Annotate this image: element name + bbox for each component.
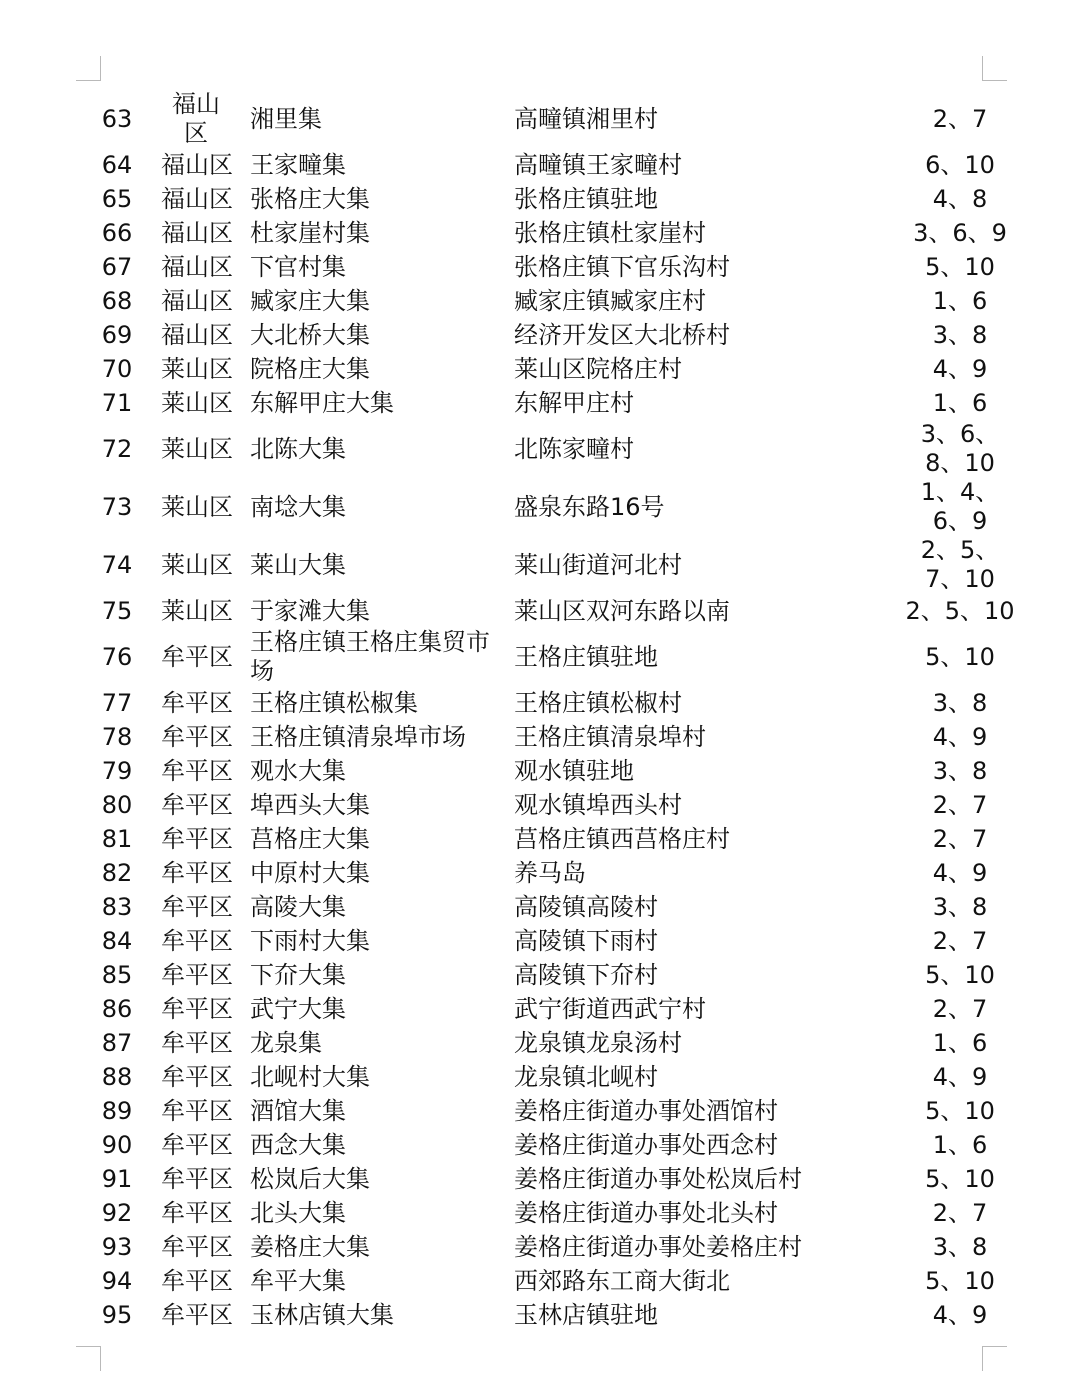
market-days-cell: 1、6 [932, 1130, 988, 1159]
table-row [78, 924, 1016, 958]
market-name-cell: 莒格庄大集 [250, 824, 370, 853]
district-cell: 福山区 [172, 90, 220, 147]
market-name-cell: 高陵大集 [250, 892, 346, 921]
market-location-cell: 臧家庄镇臧家庄村 [514, 286, 706, 315]
row-number: 95 [101, 1300, 133, 1329]
district-cell: 牟平区 [161, 1028, 233, 1057]
market-location-cell: 玉林店镇驻地 [514, 1300, 658, 1329]
row-number: 72 [101, 434, 133, 463]
market-name-cell: 王格庄镇松椒集 [250, 688, 418, 717]
market-name-cell: 下夼大集 [250, 960, 346, 989]
market-schedule-body [78, 90, 1016, 1332]
market-name-cell: 观水大集 [250, 756, 346, 785]
market-location-cell: 东解甲庄村 [514, 388, 634, 417]
table-row [78, 992, 1016, 1026]
market-location-cell: 高陵镇下雨村 [514, 926, 658, 955]
market-days-cell: 3、8 [932, 688, 988, 717]
row-number: 63 [101, 104, 133, 133]
crop-mark-bottom-right [982, 1346, 1007, 1371]
table-row [78, 352, 1016, 386]
row-number: 90 [101, 1130, 133, 1159]
crop-mark-top-right [982, 56, 1007, 81]
row-number: 68 [101, 286, 133, 315]
row-number: 80 [101, 790, 133, 819]
market-location-cell: 莱山区双河东路以南 [514, 596, 730, 625]
market-days-cell: 6、10 [925, 150, 995, 179]
market-name-cell: 姜格庄大集 [250, 1232, 370, 1261]
table-row [78, 216, 1016, 250]
market-location-cell: 王格庄镇清泉埠村 [514, 722, 706, 751]
district-cell: 牟平区 [161, 722, 233, 751]
table-row [78, 890, 1016, 924]
market-location-cell: 张格庄镇下官乐沟村 [514, 252, 730, 281]
market-name-cell: 北陈大集 [250, 434, 346, 463]
district-cell: 莱山区 [161, 492, 233, 521]
row-number: 67 [101, 252, 133, 281]
market-days-cell: 2、7 [932, 790, 988, 819]
district-cell: 莱山区 [161, 550, 233, 579]
market-days-cell: 2、7 [932, 824, 988, 853]
market-name-cell: 埠西头大集 [250, 790, 370, 819]
market-location-cell: 张格庄镇驻地 [514, 184, 658, 213]
market-name-cell: 武宁大集 [250, 994, 346, 1023]
market-name-cell: 王家疃集 [250, 150, 346, 179]
market-days-cell: 4、9 [932, 1300, 988, 1329]
row-number: 74 [101, 550, 133, 579]
market-name-cell: 北岘村大集 [250, 1062, 370, 1091]
market-location-cell: 观水镇驻地 [514, 756, 634, 785]
market-location-cell: 姜格庄街道办事处北头村 [514, 1198, 778, 1227]
table-row [78, 1094, 1016, 1128]
market-location-cell: 姜格庄街道办事处西念村 [514, 1130, 778, 1159]
table-row [78, 1026, 1016, 1060]
market-days-cell: 4、9 [932, 858, 988, 887]
row-number: 88 [101, 1062, 133, 1091]
market-name-cell: 松岚后大集 [250, 1164, 370, 1193]
district-cell: 牟平区 [161, 1062, 233, 1091]
market-location-cell: 莒格庄镇西莒格庄村 [514, 824, 730, 853]
district-cell: 莱山区 [161, 596, 233, 625]
market-name-cell: 于家滩大集 [250, 596, 370, 625]
table-row [78, 1060, 1016, 1094]
district-cell: 牟平区 [161, 926, 233, 955]
market-days-cell: 2、7 [932, 104, 988, 133]
district-cell: 牟平区 [161, 1198, 233, 1227]
market-location-cell: 武宁街道西武宁村 [514, 994, 706, 1023]
market-days-cell: 3、8 [932, 892, 988, 921]
row-number: 87 [101, 1028, 133, 1057]
market-location-cell: 张格庄镇杜家崖村 [514, 218, 706, 247]
table-row [78, 822, 1016, 856]
market-days-cell: 1、4、6、9 [920, 478, 1000, 535]
district-cell: 福山区 [161, 286, 233, 315]
district-cell: 牟平区 [161, 1130, 233, 1159]
district-cell: 牟平区 [161, 642, 233, 671]
market-days-cell: 5、10 [925, 642, 995, 671]
market-days-cell: 3、6、9 [913, 218, 1007, 247]
district-cell: 牟平区 [161, 790, 233, 819]
table-row [78, 318, 1016, 352]
row-number: 92 [101, 1198, 133, 1227]
market-location-cell: 王格庄镇驻地 [514, 642, 658, 671]
market-days-cell: 1、6 [932, 388, 988, 417]
market-location-cell: 高陵镇下夼村 [514, 960, 658, 989]
table-row [78, 856, 1016, 890]
district-cell: 福山区 [161, 184, 233, 213]
market-name-cell: 酒馆大集 [250, 1096, 346, 1125]
market-name-cell: 张格庄大集 [250, 184, 370, 213]
district-cell: 牟平区 [161, 824, 233, 853]
market-days-cell: 4、9 [932, 722, 988, 751]
district-cell: 牟平区 [161, 688, 233, 717]
market-name-cell: 玉林店镇大集 [250, 1300, 394, 1329]
market-location-cell: 北陈家疃村 [514, 434, 634, 463]
row-number: 91 [101, 1164, 133, 1193]
row-number: 84 [101, 926, 133, 955]
market-location-cell: 龙泉镇北岘村 [514, 1062, 658, 1091]
table-row [78, 720, 1016, 754]
row-number: 76 [101, 642, 133, 671]
market-name-cell: 南埝大集 [250, 492, 346, 521]
market-location-cell: 高疃镇王家疃村 [514, 150, 682, 179]
market-days-cell: 5、10 [925, 252, 995, 281]
row-number: 81 [101, 824, 133, 853]
table-row [78, 628, 1016, 686]
row-number: 79 [101, 756, 133, 785]
market-location-cell: 经济开发区大北桥村 [514, 320, 730, 349]
market-location-cell: 王格庄镇松椒村 [514, 688, 682, 717]
row-number: 89 [101, 1096, 133, 1125]
market-name-cell: 莱山大集 [250, 550, 346, 579]
district-cell: 福山区 [161, 252, 233, 281]
table-row [78, 754, 1016, 788]
table-row [78, 284, 1016, 318]
market-location-cell: 盛泉东路16号 [514, 492, 665, 521]
market-days-cell: 3、6、8、10 [920, 420, 1000, 477]
district-cell: 牟平区 [161, 960, 233, 989]
district-cell: 牟平区 [161, 1232, 233, 1261]
district-cell: 福山区 [161, 218, 233, 247]
market-location-cell: 观水镇埠西头村 [514, 790, 682, 819]
market-days-cell: 2、5、7、10 [920, 536, 1000, 593]
market-location-cell: 莱山区院格庄村 [514, 354, 682, 383]
market-location-cell: 西郊路东工商大街北 [514, 1266, 730, 1295]
table-row [78, 1162, 1016, 1196]
market-name-cell: 下官村集 [250, 252, 346, 281]
row-number: 73 [101, 492, 133, 521]
table-row [78, 420, 1016, 478]
row-number: 65 [101, 184, 133, 213]
market-name-cell: 中原村大集 [250, 858, 370, 887]
market-days-cell: 2、5、10 [905, 596, 1015, 625]
table-row [78, 1264, 1016, 1298]
market-name-cell: 下雨村大集 [250, 926, 370, 955]
row-number: 69 [101, 320, 133, 349]
market-location-cell: 姜格庄街道办事处姜格庄村 [514, 1232, 802, 1261]
district-cell: 福山区 [161, 320, 233, 349]
market-location-cell: 莱山街道河北村 [514, 550, 682, 579]
district-cell: 牟平区 [161, 1266, 233, 1295]
market-name-cell: 北头大集 [250, 1198, 346, 1227]
district-cell: 牟平区 [161, 994, 233, 1023]
market-name-cell: 王格庄镇王格庄集贸市场 [250, 628, 490, 685]
market-name-cell: 院格庄大集 [250, 354, 370, 383]
market-name-cell: 龙泉集 [250, 1028, 322, 1057]
table-row [78, 478, 1016, 536]
crop-mark-bottom-left [76, 1346, 101, 1371]
market-days-cell: 2、7 [932, 994, 988, 1023]
table-row [78, 250, 1016, 284]
market-name-cell: 东解甲庄大集 [250, 388, 394, 417]
district-cell: 莱山区 [161, 354, 233, 383]
district-cell: 牟平区 [161, 1096, 233, 1125]
district-cell: 莱山区 [161, 388, 233, 417]
market-days-cell: 4、9 [932, 354, 988, 383]
table-row [78, 536, 1016, 594]
crop-mark-top-left [76, 56, 101, 81]
market-name-cell: 臧家庄大集 [250, 286, 370, 315]
table-row [78, 1230, 1016, 1264]
table-row [78, 1128, 1016, 1162]
district-cell: 牟平区 [161, 756, 233, 785]
market-days-cell: 5、10 [925, 1266, 995, 1295]
market-days-cell: 2、7 [932, 926, 988, 955]
district-cell: 莱山区 [161, 434, 233, 463]
row-number: 75 [101, 596, 133, 625]
market-days-cell: 5、10 [925, 960, 995, 989]
market-days-cell: 2、7 [932, 1198, 988, 1227]
row-number: 82 [101, 858, 133, 887]
row-number: 64 [101, 150, 133, 179]
row-number: 66 [101, 218, 133, 247]
district-cell: 牟平区 [161, 1300, 233, 1329]
market-name-cell: 王格庄镇清泉埠市场 [250, 722, 466, 751]
row-number: 93 [101, 1232, 133, 1261]
district-cell: 牟平区 [161, 1164, 233, 1193]
market-location-cell: 高疃镇湘里村 [514, 104, 658, 133]
market-days-cell: 5、10 [925, 1164, 995, 1193]
market-schedule-table [78, 90, 1016, 1332]
market-name-cell: 牟平大集 [250, 1266, 346, 1295]
table-row [78, 958, 1016, 992]
table-row [78, 182, 1016, 216]
district-cell: 牟平区 [161, 858, 233, 887]
table-row [78, 1196, 1016, 1230]
table-row [78, 1298, 1016, 1332]
market-days-cell: 3、8 [932, 756, 988, 785]
market-days-cell: 3、8 [932, 320, 988, 349]
market-name-cell: 西念大集 [250, 1130, 346, 1159]
market-location-cell: 姜格庄街道办事处酒馆村 [514, 1096, 778, 1125]
table-row [78, 686, 1016, 720]
district-cell: 福山区 [161, 150, 233, 179]
table-row [78, 594, 1016, 628]
row-number: 86 [101, 994, 133, 1023]
market-days-cell: 1、6 [932, 1028, 988, 1057]
market-days-cell: 4、8 [932, 184, 988, 213]
row-number: 83 [101, 892, 133, 921]
market-name-cell: 杜家崖村集 [250, 218, 370, 247]
row-number: 94 [101, 1266, 133, 1295]
table-row [78, 386, 1016, 420]
district-cell: 牟平区 [161, 892, 233, 921]
market-location-cell: 龙泉镇龙泉汤村 [514, 1028, 682, 1057]
table-row [78, 148, 1016, 182]
market-days-cell: 3、8 [932, 1232, 988, 1261]
row-number: 77 [101, 688, 133, 717]
row-number: 85 [101, 960, 133, 989]
market-location-cell: 姜格庄街道办事处松岚后村 [514, 1164, 802, 1193]
market-days-cell: 1、6 [932, 286, 988, 315]
row-number: 70 [101, 354, 133, 383]
table-row [78, 90, 1016, 148]
market-location-cell: 养马岛 [514, 858, 586, 887]
row-number: 71 [101, 388, 133, 417]
market-name-cell: 大北桥大集 [250, 320, 370, 349]
market-days-cell: 5、10 [925, 1096, 995, 1125]
table-row [78, 788, 1016, 822]
row-number: 78 [101, 722, 133, 751]
market-name-cell: 湘里集 [250, 104, 322, 133]
market-days-cell: 4、9 [932, 1062, 988, 1091]
market-location-cell: 高陵镇高陵村 [514, 892, 658, 921]
